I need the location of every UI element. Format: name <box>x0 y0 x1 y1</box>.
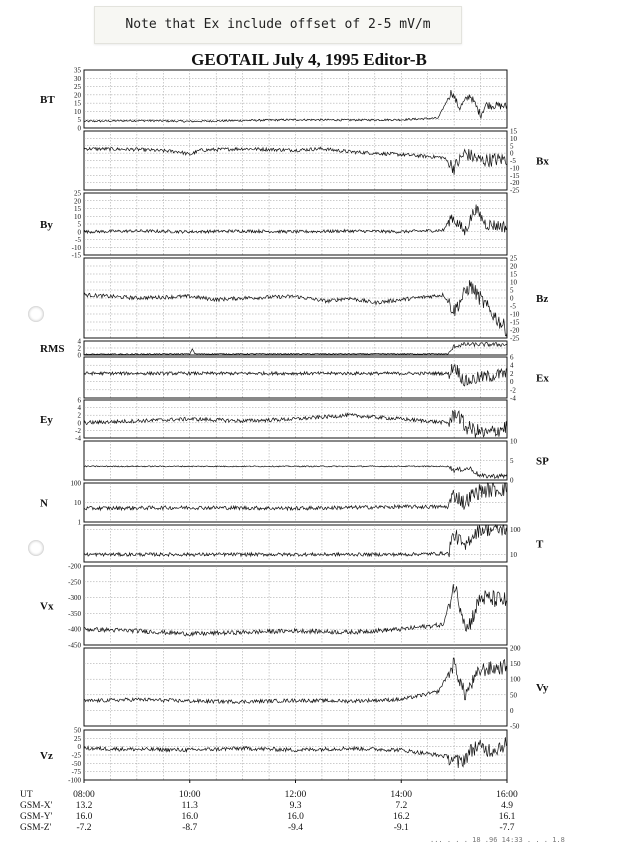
tick-label-n: 1 <box>77 518 81 527</box>
tick-label-vx: -200 <box>68 562 81 571</box>
tick-label-bt: 30 <box>74 74 81 83</box>
tick-label-bt: 15 <box>74 99 81 108</box>
tick-label-bx: -20 <box>510 179 520 188</box>
tick-label-bz: 15 <box>510 270 517 279</box>
tick-label-bx: -15 <box>510 171 520 180</box>
tick-label-bt: 10 <box>74 107 81 116</box>
tick-label-ex: 6 <box>510 353 514 362</box>
footer-value: 08:00 <box>73 790 95 800</box>
tick-label-rms: 0 <box>77 351 81 360</box>
tick-label-vz: 0 <box>77 743 81 752</box>
footer-value: -9.4 <box>287 823 304 833</box>
tick-label-n: 100 <box>70 479 81 488</box>
panel-label-bz: Bz <box>536 293 549 305</box>
panel-label-bx: Bx <box>536 155 549 168</box>
tick-label-bz: 20 <box>510 262 517 271</box>
tick-label-ey: 4 <box>77 404 81 413</box>
tick-label-sp: 0 <box>510 476 514 485</box>
punch-hole-bottom <box>28 540 44 556</box>
tick-label-ey: 6 <box>77 396 81 405</box>
tick-label-ex: -4 <box>510 394 516 403</box>
tick-label-ey: -4 <box>75 434 81 443</box>
tick-label-bx: -5 <box>510 157 516 165</box>
tick-label-ex: 2 <box>510 369 514 378</box>
footer-row-label: GSM-X' <box>20 801 53 811</box>
footer-value: 10:00 <box>178 790 201 800</box>
footer-value: 16.1 <box>498 812 516 822</box>
tick-label-by: 5 <box>77 220 81 229</box>
offset-note: Note that Ex include offset of 2-5 mV/m <box>94 6 462 44</box>
tick-label-bx: 0 <box>510 149 514 158</box>
tick-label-bx: -25 <box>510 186 520 195</box>
footer-value: -8.7 <box>182 823 198 833</box>
tick-label-vz: 50 <box>74 726 81 735</box>
panel-label-rms: RMS <box>40 343 65 355</box>
tick-label-vy: 100 <box>510 675 521 684</box>
tick-label-bz: 25 <box>510 254 517 263</box>
tick-label-bt: 25 <box>74 83 81 92</box>
punch-hole-top <box>28 306 44 322</box>
tick-label-by: 15 <box>74 205 81 213</box>
tick-label-vz: -75 <box>71 768 81 777</box>
tick-label-rms: 2 <box>77 344 81 353</box>
tick-label-t: 10 <box>510 550 517 559</box>
tick-label-by: -15 <box>71 251 81 260</box>
footer-value: 12:00 <box>284 790 307 800</box>
tick-label-vy: 50 <box>510 691 517 700</box>
footer-value: 16:00 <box>496 790 518 800</box>
tick-label-bt: 0 <box>77 124 81 133</box>
tick-label-ex: 0 <box>510 378 514 387</box>
footer-value: 16.0 <box>75 812 93 822</box>
tick-label-bt: 20 <box>74 91 81 100</box>
tick-label-by: 25 <box>74 189 81 198</box>
tick-label-bx: 10 <box>510 134 517 143</box>
panel-label-vz: Vz <box>40 750 53 762</box>
tick-label-ey: 2 <box>77 411 81 420</box>
tick-label-bz: -25 <box>510 334 520 343</box>
tick-label-ey: -2 <box>75 426 81 435</box>
footer-value: 16.0 <box>181 812 199 822</box>
footer-row-label: GSM-Z' <box>20 823 52 833</box>
footer-value: -9.1 <box>393 823 409 833</box>
tick-label-by: 0 <box>77 228 81 237</box>
tick-label-vz: -50 <box>71 759 81 768</box>
tick-label-bx: 15 <box>510 127 517 136</box>
footer-value: 11.3 <box>181 801 198 811</box>
panel-label-by: By <box>40 219 53 231</box>
tick-label-vz: -25 <box>71 751 81 760</box>
tick-label-n: 10 <box>74 499 81 507</box>
tick-label-bz: -5 <box>510 302 516 311</box>
chart-title: GEOTAIL July 4, 1995 Editor-B <box>191 50 427 69</box>
tick-label-bz: 5 <box>510 286 514 295</box>
tick-label-vz: 25 <box>74 734 81 743</box>
tick-label-t: 100 <box>510 525 521 534</box>
tick-label-bx: -10 <box>510 164 520 173</box>
panel-label-n: N <box>40 497 48 510</box>
panel-label-vy: Vy <box>536 682 549 694</box>
tick-label-vx: -400 <box>68 625 81 634</box>
footer-value: -7.2 <box>76 823 92 833</box>
tick-label-bz: 0 <box>510 294 514 303</box>
tick-label-vx: -250 <box>68 578 81 587</box>
panel-label-ey: Ey <box>40 414 53 426</box>
tick-label-vz: -100 <box>68 776 81 785</box>
tick-label-vy: -50 <box>510 722 520 731</box>
series-line-vx <box>84 584 507 636</box>
footer-value: 16.2 <box>392 812 410 822</box>
footer-value: 4.9 <box>501 801 513 811</box>
tick-label-bz: -10 <box>510 310 520 319</box>
tick-label-by: -10 <box>71 243 81 252</box>
print-stamp: ... . . . 18 .96 14:33 . . . 1.8 <box>430 836 565 844</box>
footer-row-label: UT <box>20 790 33 800</box>
footer-value: 13.2 <box>75 801 93 811</box>
tick-label-bt: 5 <box>77 116 81 125</box>
tick-label-vy: 150 <box>510 660 521 669</box>
tick-label-vx: -300 <box>68 594 81 603</box>
panel-label-sp: SP <box>536 455 549 468</box>
tick-label-ey: 0 <box>77 419 81 428</box>
footer-value: 9.3 <box>289 801 302 811</box>
tick-label-vy: 200 <box>510 644 521 653</box>
panel-label-t: T <box>536 538 544 551</box>
panel-label-vx: Vx <box>40 600 54 613</box>
tick-label-by: 20 <box>74 197 81 206</box>
footer-value: 7.2 <box>395 801 408 811</box>
tick-label-bt: 35 <box>74 66 81 75</box>
tick-label-bz: 10 <box>510 278 517 287</box>
tick-label-bx: 5 <box>510 142 514 151</box>
footer-row-label: GSM-Y' <box>20 812 53 822</box>
tick-label-rms: 4 <box>77 337 81 346</box>
tick-label-vx: -450 <box>68 641 81 650</box>
tick-label-bz: -20 <box>510 326 520 335</box>
tick-label-by: -5 <box>75 236 81 244</box>
panel-label-ex: Ex <box>536 372 549 385</box>
tick-label-sp: 5 <box>510 457 514 465</box>
tick-label-ex: -2 <box>510 386 516 395</box>
tick-label-vx: -350 <box>68 609 81 618</box>
tick-label-sp: 10 <box>510 437 517 446</box>
footer-value: 16.0 <box>287 812 304 822</box>
tick-label-by: 10 <box>74 212 81 221</box>
tick-label-vy: 0 <box>510 706 514 715</box>
footer-value: 14:00 <box>390 790 413 800</box>
tick-label-ex: 4 <box>510 361 514 370</box>
tick-label-bz: -15 <box>510 318 520 327</box>
footer-value: -7.7 <box>499 823 515 833</box>
panel-label-bt: BT <box>40 94 55 106</box>
